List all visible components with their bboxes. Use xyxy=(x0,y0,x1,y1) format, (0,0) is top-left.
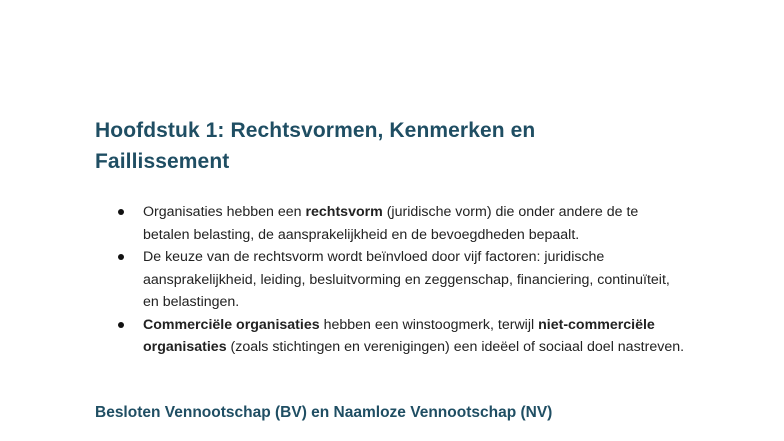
bullet-dot-icon xyxy=(118,322,124,328)
bullet-dot-icon xyxy=(118,254,124,260)
bullet-bold-term: niet-commerciële organisaties xyxy=(143,316,655,355)
bullet-bold-term: rechtsvorm xyxy=(305,204,383,220)
bullet-item-factoren xyxy=(117,246,687,314)
bullet-bold-term: Commerciële organisaties xyxy=(143,316,320,333)
chapter-title xyxy=(95,115,695,177)
bullet-text: Organisaties hebben een xyxy=(143,204,306,220)
chapter-title-line-1: Hoofdstuk 1: Rechtsvormen, Kenmerken en xyxy=(95,119,536,142)
bullet-item-organisaties xyxy=(117,314,687,359)
section-heading: Besloten Vennootschap (BV) en Naamloze Vennootschap (NV) xyxy=(95,404,553,421)
bullet-text: hebben een winstoogmerk, terwijl xyxy=(319,316,539,333)
bullet-item-rechtsvorm xyxy=(117,201,687,246)
bullet-list xyxy=(117,201,687,359)
bullet-dot-icon xyxy=(118,209,124,215)
chapter-title-line-2: Faillissement xyxy=(95,150,230,173)
bullet-text: (juridische vorm) die onder andere de te betalen belasting, de aansprakelijkheid en de bevoegdheden bepaalt. xyxy=(143,204,639,243)
bullet-text: (zoals stichtingen en verenigingen) een ideëel of sociaal doel nastreven. xyxy=(226,339,685,355)
bullet-text: De keuze van de rechtsvorm wordt beïnvloed door vijf factoren: juridische aansprakelijkheid, leiding, besluitvorming en zeggenschap, financiering, continuïteit, en belastingen. xyxy=(143,249,670,310)
